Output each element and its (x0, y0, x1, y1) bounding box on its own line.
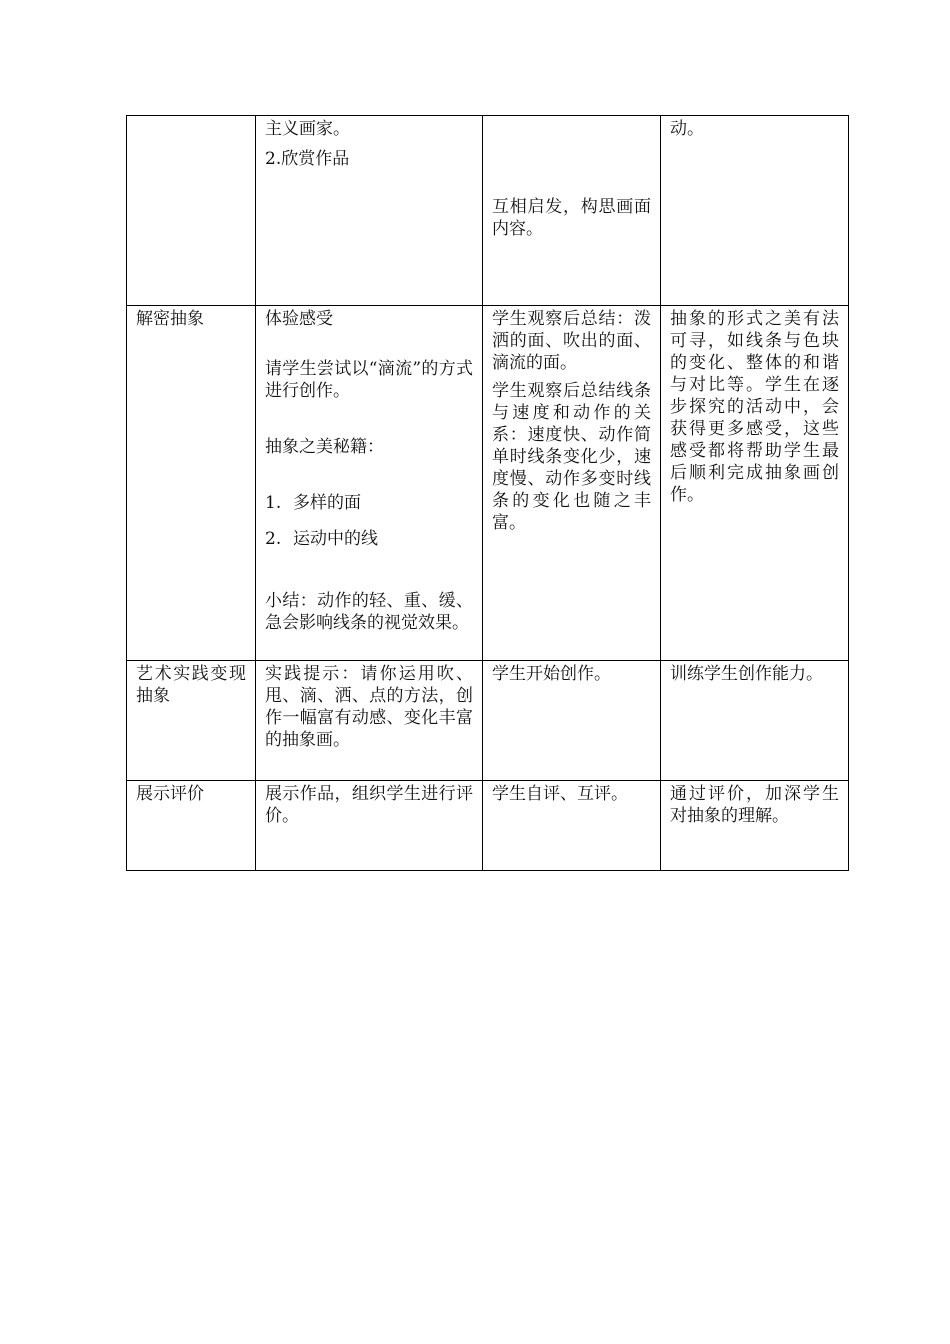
lesson-plan-table (126, 115, 849, 871)
student-activity-cell (483, 661, 661, 781)
student-text: 学生观察后总结线条与速度和动作的关系：速度快、动作简单时线条变化少，速度慢、动作多变时线条的变化也随之丰富。 (492, 381, 651, 533)
list-number: 1. (265, 493, 282, 513)
teacher-secret-heading: 抽象之美秘籍： (265, 437, 384, 457)
student-activity-cell (483, 781, 661, 871)
intent-text: 训练学生创作能力。 (670, 664, 823, 684)
list-text: 多样的面 (293, 493, 361, 513)
table-row (127, 661, 849, 781)
stage-label: 艺术实践变现抽象 (136, 664, 246, 706)
student-text: 学生开始创作。 (492, 664, 611, 684)
stage-cell (127, 781, 256, 871)
stage-cell (127, 116, 256, 306)
stage-label: 解密抽象 (136, 309, 204, 329)
list-number: 2. (265, 529, 282, 549)
teacher-text: 2.欣赏作品 (265, 149, 350, 169)
stage-cell (127, 306, 256, 661)
teacher-text: 主义画家。 (265, 119, 350, 139)
stage-cell (127, 661, 256, 781)
student-text: 学生自评、互评。 (492, 784, 628, 804)
teacher-text: 实践提示：请你运用吹、甩、滴、洒、点的方法，创作一幅富有动感、变化丰富的抽象画。 (265, 664, 473, 750)
teacher-activity-cell (256, 781, 483, 871)
design-intent-cell (661, 661, 849, 781)
list-item (265, 528, 473, 550)
teacher-activity-cell (256, 116, 483, 306)
design-intent-cell (661, 781, 849, 871)
teacher-activity-cell (256, 661, 483, 781)
design-intent-cell (661, 116, 849, 306)
table-row (127, 781, 849, 871)
list-item (265, 492, 473, 514)
intent-text: 动。 (670, 119, 704, 139)
table-row (127, 306, 849, 661)
teacher-summary: 小结：动作的轻、重、缓、急会影响线条的视觉效果。 (265, 591, 473, 633)
teacher-activity-cell (256, 306, 483, 661)
student-text: 互相启发，构思画面内容。 (492, 197, 651, 239)
teacher-text: 展示作品，组织学生进行评价。 (265, 784, 473, 826)
stage-label: 展示评价 (136, 784, 204, 804)
teacher-prompt: 请学生尝试以“滴流”的方式进行创作。 (265, 359, 473, 401)
student-text: 学生观察后总结：泼洒的面、吹出的面、滴流的面。 (492, 309, 651, 373)
design-intent-cell (661, 306, 849, 661)
intent-text: 抽象的形式之美有法可寻，如线条与色块的变化、整体的和谐与对比等。学生在逐步探究的活动中，会获得更多感受，这些感受都将帮助学生最后顺利完成抽象画创作。 (670, 309, 839, 505)
student-activity-cell (483, 116, 661, 306)
intent-text: 通过评价，加深学生对抽象的理解。 (670, 784, 839, 826)
student-activity-cell (483, 306, 661, 661)
list-text: 运动中的线 (293, 529, 378, 549)
table-row (127, 116, 849, 306)
teacher-intro: 体验感受 (265, 309, 333, 329)
